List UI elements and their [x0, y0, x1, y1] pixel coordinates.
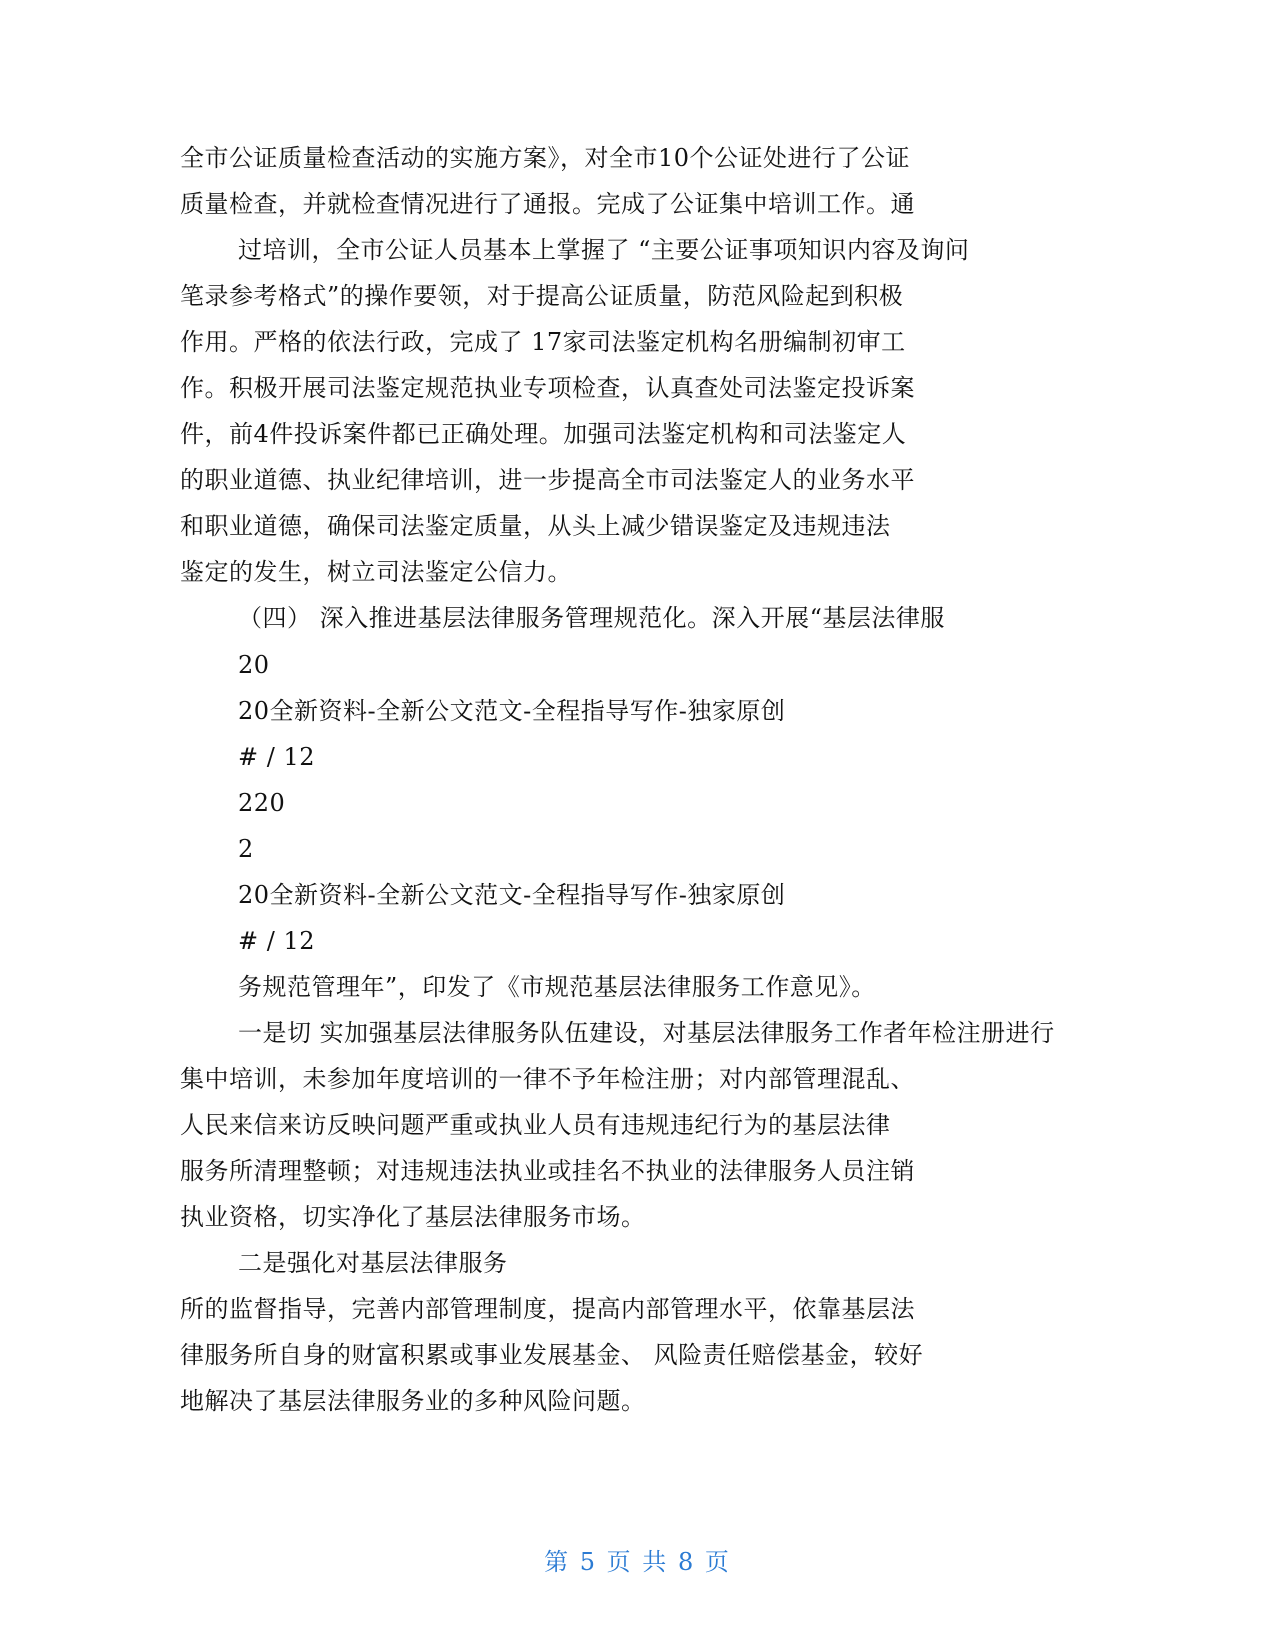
text-line: 人民来信来访反映问题严重或执业人员有违规违纪行为的基层法律 — [180, 1111, 891, 1139]
footer-middle: 页 共 — [606, 1548, 669, 1576]
text-line: 执业资格，切实净化了基层法律服务市场。 — [180, 1203, 646, 1231]
text-line: 律服务所自身的财富积累或事业发展基金、 风险责任赔偿基金，较好 — [180, 1341, 924, 1369]
text-line: 全市公证质量检查活动的实施方案》，对全市10个公证处进行了公证 — [180, 144, 911, 172]
page-marker: # / 12 — [238, 743, 315, 771]
text-line: 件，前4件投诉案件都已正确处理。加强司法鉴定机构和司法鉴定人 — [180, 420, 907, 448]
footer-prefix: 第 — [544, 1548, 571, 1576]
text-line: 质量检查，并就检查情况进行了通报。完成了公证集中培训工作。通 — [180, 190, 915, 218]
footer-suffix: 页 — [704, 1548, 731, 1576]
text-line: 20 — [238, 651, 270, 679]
page-marker: # / 12 — [238, 927, 315, 955]
header-banner: 20全新资料-全新公文范文-全程指导写作-独家原创 — [238, 881, 786, 909]
text-line: 笔录参考格式”的操作要领，对于提高公证质量，防范风险起到积极 — [180, 282, 904, 310]
text-line: 所的监督指导，完善内部管理制度，提高内部管理水平，依靠基层法 — [180, 1295, 915, 1323]
header-banner: 20全新资料-全新公文范文-全程指导写作-独家原创 — [238, 697, 786, 725]
text-line: 地解决了基层法律服务业的多种风险问题。 — [180, 1387, 646, 1415]
text-line: 鉴定的发生，树立司法鉴定公信力。 — [180, 558, 572, 586]
text-line: 集中培训，未参加年度培训的一律不予年检注册；对内部管理混乱、 — [180, 1065, 915, 1093]
text-line: 过培训，全市公证人员基本上掌握了 “主要公证事项知识内容及询问 — [238, 236, 970, 264]
footer-current-page: 5 — [579, 1548, 598, 1576]
text-line: 作用。严格的依法行政，完成了 17家司法鉴定机构名册编制初审工 — [180, 328, 906, 356]
text-line: 一是切 实加强基层法律服务队伍建设，对基层法律服务工作者年检注册进行 — [238, 1019, 1055, 1047]
text-line: 2 — [238, 835, 254, 863]
text-line: 务规范管理年”，印发了《市规范基层法律服务工作意见》。 — [238, 973, 876, 1001]
text-line: 作。积极开展司法鉴定规范执业专项检查，认真查处司法鉴定投诉案 — [180, 374, 915, 402]
page-footer — [0, 1547, 1275, 1577]
section-heading: （四） 深入推进基层法律服务管理规范化。深入开展“基层法律服 — [238, 604, 945, 632]
text-line: 和职业道德，确保司法鉴定质量，从头上减少错误鉴定及违规违法 — [180, 512, 891, 540]
text-line: 的职业道德、执业纪律培训，进一步提高全市司法鉴定人的业务水平 — [180, 466, 915, 494]
text-line: 二是强化对基层法律服务 — [238, 1249, 508, 1277]
text-line: 220 — [238, 789, 286, 817]
text-line: 服务所清理整顿；对违规违法执业或挂名不执业的法律服务人员注销 — [180, 1157, 915, 1185]
footer-total-pages: 8 — [677, 1548, 696, 1576]
